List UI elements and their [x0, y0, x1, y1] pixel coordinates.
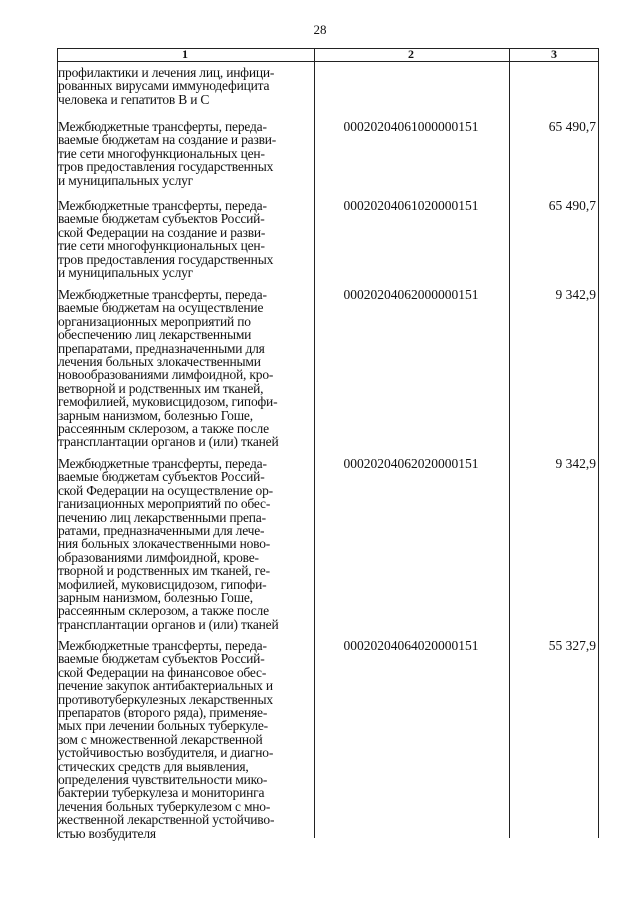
row-name: Межбюджетные трансферты, переда- ваемые бюджетам субъектов Россий- ской Федерации на создание и разви- тие сети многофункциональных цен- тров предоставления государственных и муниципальных услуг — [58, 198, 274, 281]
row-code: 00020204061020000151 — [343, 198, 479, 213]
column-divider-1 — [314, 48, 315, 838]
row-name: Межбюджетные трансферты, переда- ваемые бюджетам на создание и разви- тие сети многофункциональных цен- тров предоставления государственных и муниципальных услуг — [58, 119, 277, 188]
row-amount: 55 327,9 — [548, 638, 596, 653]
header-col-1: 1 — [182, 47, 188, 61]
row-amount: 9 342,9 — [555, 287, 596, 302]
header-col-3: 3 — [551, 47, 557, 61]
row-code: 00020204064020000151 — [343, 638, 479, 653]
row-name: Межбюджетные трансферты, переда- ваемые бюджетам субъектов Россий- ской Федерации на осуществление ор- ганизационных мероприятий по обес- печению лиц лекарственными препа- ратами, предназначенными для лече- ния больных злокачественными ново- образованиями лимфоидной, крове- творной и родственных им тканей, ге- мофилией, муковисцидозом, гипофи- зарным нанизмом, болезнью Гоше, рассеянным склерозом, а также после трансплантации органов и (или) тканей — [58, 456, 279, 632]
row-amount: 9 342,9 — [555, 456, 596, 471]
row-name: Межбюджетные трансферты, переда- ваемые бюджетам субъектов Россий- ской Федерации на финансовое обес- печение закупок антибактериальных и противотуберкулезных лекарственных препаратов (второго ряда), применяе- мых при лечении больных туберкуле- зом с множественной лекарственной устойчивостью возбудителя, и диагно- стических средств для выявления, определения чувствительности мико- бактерии туберкулеза и мониторинга лечения больных туберкулезом с мно- жественной лекарственной устойчиво- стью возбудителя — [58, 638, 275, 841]
row-name: Межбюджетные трансферты, переда- ваемые бюджетам на осуществление организационных мероприятий по обеспечению лиц лекарственными препаратами, предназначенными для лечения больных злокачественными новообразованиями лимфоидной, кро- ветворной и родственных им тканей, гемофилией, муковисцидозом, гипофи- зарным нанизмом, болезнью Гоше, рассеянным склерозом, а также после трансплантации органов и (или) тканей — [58, 287, 279, 450]
header-col-2: 2 — [408, 47, 414, 61]
page-number: 28 — [313, 22, 327, 37]
column-divider-2 — [509, 48, 510, 838]
table-border-right — [598, 48, 599, 838]
row-code: 00020204062020000151 — [343, 456, 479, 471]
row-name: профилактики и лечения лиц, инфици- рованных вирусами иммунодефицита человека и гепатитов В и С — [58, 65, 275, 107]
row-code: 00020204061000000151 — [343, 119, 479, 134]
row-amount: 65 490,7 — [548, 119, 596, 134]
budget-table — [57, 47, 599, 841]
row-amount: 65 490,7 — [548, 198, 596, 213]
row-code: 00020204062000000151 — [343, 287, 479, 302]
table-header — [57, 48, 599, 62]
